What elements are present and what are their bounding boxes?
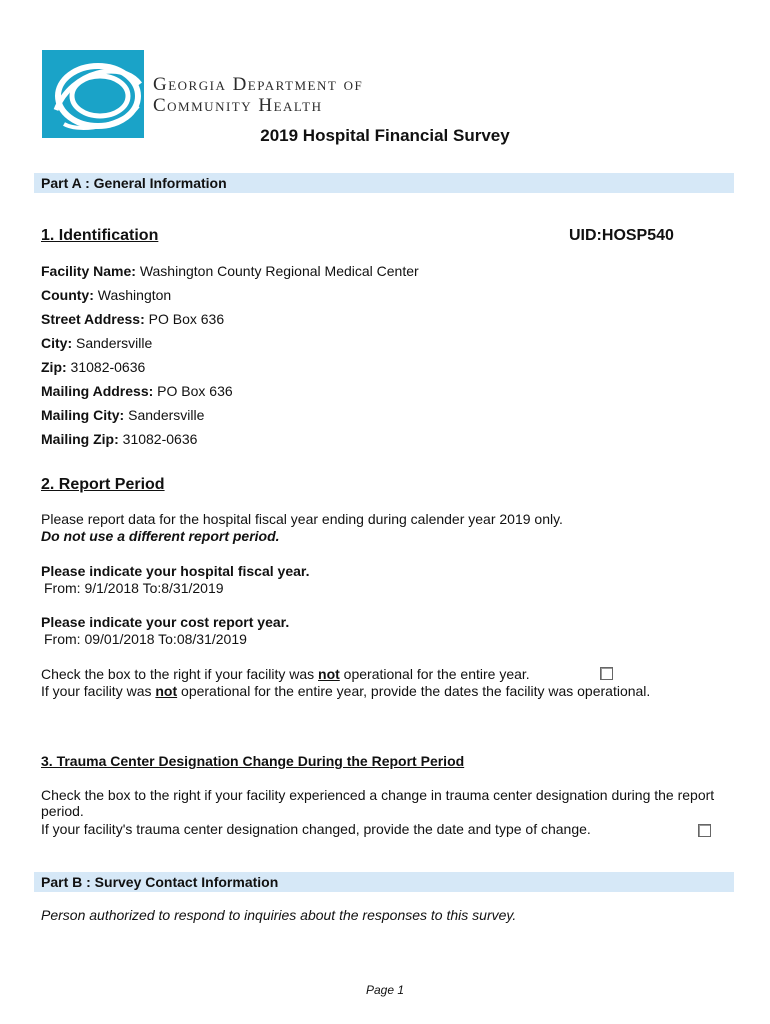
field-value: Washington County Regional Medical Center [139, 263, 419, 279]
field-value: Washington [97, 287, 172, 303]
report-period-intro: Please report data for the hospital fiscal year ending during calender year 2019 only. [41, 511, 563, 527]
field-label: Facility Name: [41, 263, 136, 279]
org-name-line1: Georgia Department of [153, 74, 364, 95]
trauma-heading: 3. Trauma Center Designation Change During the Report Period [41, 753, 465, 769]
county-row [41, 287, 171, 303]
emphasis-not: not [318, 666, 340, 682]
field-value: PO Box 636 [157, 383, 233, 399]
field-label: Mailing Zip: [41, 431, 119, 447]
text-part: If your facility was [41, 683, 156, 699]
not-operational-checkbox[interactable] [600, 667, 613, 680]
field-value: Sandersville [128, 407, 205, 423]
field-value: Sandersville [76, 335, 153, 351]
operational-dates-text [41, 683, 650, 699]
fiscal-year-value: From: 9/1/2018 To:8/31/2019 [44, 580, 224, 596]
trauma-change-text: If your facility's trauma center designation changed, provide the date and type of change. [41, 821, 591, 837]
mailing-address-row [41, 383, 233, 399]
zip-row [41, 359, 145, 375]
field-value: PO Box 636 [148, 311, 225, 327]
page-number: Page 1 [365, 983, 405, 997]
mailing-zip-row [41, 431, 197, 447]
gdch-logo-mark [42, 50, 144, 138]
field-label: County: [41, 287, 94, 303]
cost-report-label: Please indicate your cost report year. [41, 614, 290, 630]
field-label: Zip: [41, 359, 67, 375]
report-period-warning: Do not use a different report period. [41, 528, 280, 544]
field-label: Street Address: [41, 311, 145, 327]
mailing-city-row [41, 407, 204, 423]
part-a-heading: Part A : General Information [34, 173, 734, 193]
field-label: Mailing City: [41, 407, 125, 423]
text-part: operational for the entire year. [339, 666, 530, 682]
part-b-heading: Part B : Survey Contact Information [34, 872, 734, 892]
field-label: City: [41, 335, 73, 351]
street-address-row [41, 311, 224, 327]
cost-report-value: From: 09/01/2018 To:08/31/2019 [44, 631, 247, 647]
org-name-line2: Community Health [153, 95, 323, 116]
emphasis-not: not [155, 683, 178, 699]
field-value: 31082-0636 [70, 359, 146, 375]
field-value: 31082-0636 [122, 431, 198, 447]
document-title: 2019 Hospital Financial Survey [260, 126, 510, 145]
field-label: Mailing Address: [41, 383, 154, 399]
not-operational-check-text [41, 666, 530, 682]
facility-name-row [41, 263, 419, 279]
city-row [41, 335, 152, 351]
part-b-note: Person authorized to respond to inquiries about the responses to this survey. [41, 907, 517, 923]
text-part: operational for the entire year, provide the dates the facility was operational. [177, 683, 651, 699]
text-part: Check the box to the right if your facility was [41, 666, 319, 682]
trauma-change-checkbox[interactable] [698, 824, 711, 837]
uid-label: UID:HOSP540 [569, 227, 674, 244]
trauma-check-text: Check the box to the right if your facility experienced a change in trauma center designation during the report period. [41, 787, 715, 819]
identification-heading: 1. Identification [41, 227, 159, 244]
fiscal-year-label: Please indicate your hospital fiscal year. [41, 563, 310, 579]
report-period-heading: 2. Report Period [41, 476, 165, 493]
